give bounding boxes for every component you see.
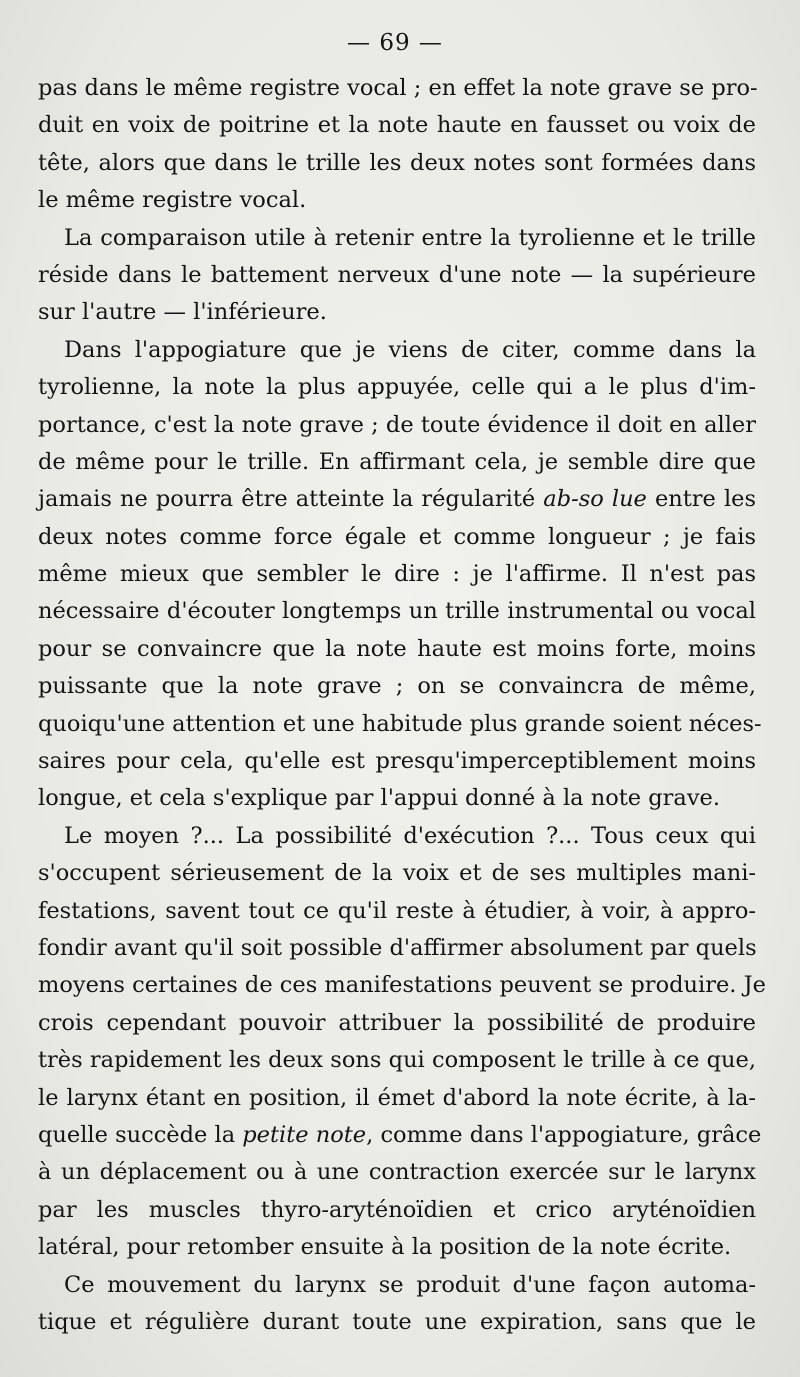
text-run: quelle succède la <box>38 1121 243 1148</box>
paragraph <box>38 1267 756 1342</box>
text-line: festations, savent tout ce qu'il reste à étudier, à voir, à appro- <box>38 897 756 924</box>
text-line: le larynx étant en position, il émet d'abord la note écrite, à la- <box>38 1084 756 1111</box>
text-line: sur l'autre — l'inférieure. <box>38 299 327 326</box>
italic-term: petite note <box>242 1121 367 1148</box>
body-text <box>38 70 766 1341</box>
text-line: réside dans le battement nerveux d'une note — la supérieure <box>38 261 756 288</box>
text-line: s'occupent sérieusement de la voix et de ses multiples mani- <box>38 860 756 887</box>
text-line: Le moyen ?... La possibilité d'exécution ?... Tous ceux qui <box>64 822 756 849</box>
text-line: même mieux que sembler le dire : je l'affirme. Il n'est pas <box>38 561 756 588</box>
paragraph <box>38 70 756 220</box>
text-line: tête, alors que dans le trille les deux notes sont formées dans <box>38 149 756 176</box>
text-line: La comparaison utile à retenir entre la tyrolienne et le trille <box>64 224 756 251</box>
paragraph <box>38 220 756 332</box>
text-line: Dans l'appogiature que je viens de citer, comme dans la <box>64 336 756 363</box>
text-line: portance, c'est la note grave ; de toute évidence il doit en aller <box>38 411 756 438</box>
text-line <box>38 1117 762 1154</box>
text-line <box>38 481 756 518</box>
text-line: très rapidement les deux sons qui composent le trille à ce que, <box>38 1047 756 1074</box>
text-line: pour se convaincre que la note haute est moins forte, moins <box>38 635 756 662</box>
text-line: pas dans le même registre vocal ; en effet la note grave se pro- <box>38 75 758 101</box>
text-line: nécessaire d'écouter longtemps un trille instrumental ou vocal <box>38 598 756 625</box>
text-line: saires pour cela, qu'elle est presqu'imperceptiblement moins <box>38 748 756 775</box>
text-line: latéral, pour retomber ensuite à la position de la note écrite. <box>38 1234 732 1261</box>
page-number: — 69 — <box>347 30 443 56</box>
paragraph <box>38 818 766 1267</box>
text-line: fondir avant qu'il soit possible d'affirmer absolument par quels <box>38 934 757 961</box>
text-line: quoiqu'une attention et une habitude plus grande soient néces- <box>38 710 762 737</box>
text-line: moyens certaines de ces manifestations peuvent se produire. Je <box>38 972 766 999</box>
text-line: le même registre vocal. <box>38 187 307 214</box>
paragraph <box>38 332 762 818</box>
text-line: par les muscles thyro-aryténoïdien et crico aryténoïdien <box>38 1196 756 1223</box>
text-run: jamais ne pourra être atteinte la régularité <box>38 486 544 513</box>
text-line: tique et régulière durant toute une expiration, sans que le <box>38 1308 756 1335</box>
text-line: duit en voix de poitrine et la note haute en fausset ou voix de <box>38 112 756 139</box>
text-line: crois cependant pouvoir attribuer la possibilité de produire <box>38 1009 756 1036</box>
text-line: à un déplacement ou à une contraction exercée sur le larynx <box>38 1159 756 1186</box>
text-run: entre les <box>646 486 756 513</box>
text-line: puissante que la note grave ; on se convaincra de même, <box>38 673 756 700</box>
text-line: deux notes comme force égale et comme longueur ; je fais <box>38 523 756 550</box>
text-line: longue, et cela s'explique par l'appui donné à la note grave. <box>38 785 721 812</box>
italic-term: ab-so lue <box>543 486 647 513</box>
text-line: de même pour le trille. En affirmant cela, je semble dire que <box>38 448 756 475</box>
text-run: , comme dans l'appogiature, grâce <box>366 1121 762 1148</box>
text-line: tyrolienne, la note la plus appuyée, celle qui a le plus d'im- <box>38 374 756 401</box>
text-line: Ce mouvement du larynx se produit d'une façon automa- <box>64 1271 756 1298</box>
